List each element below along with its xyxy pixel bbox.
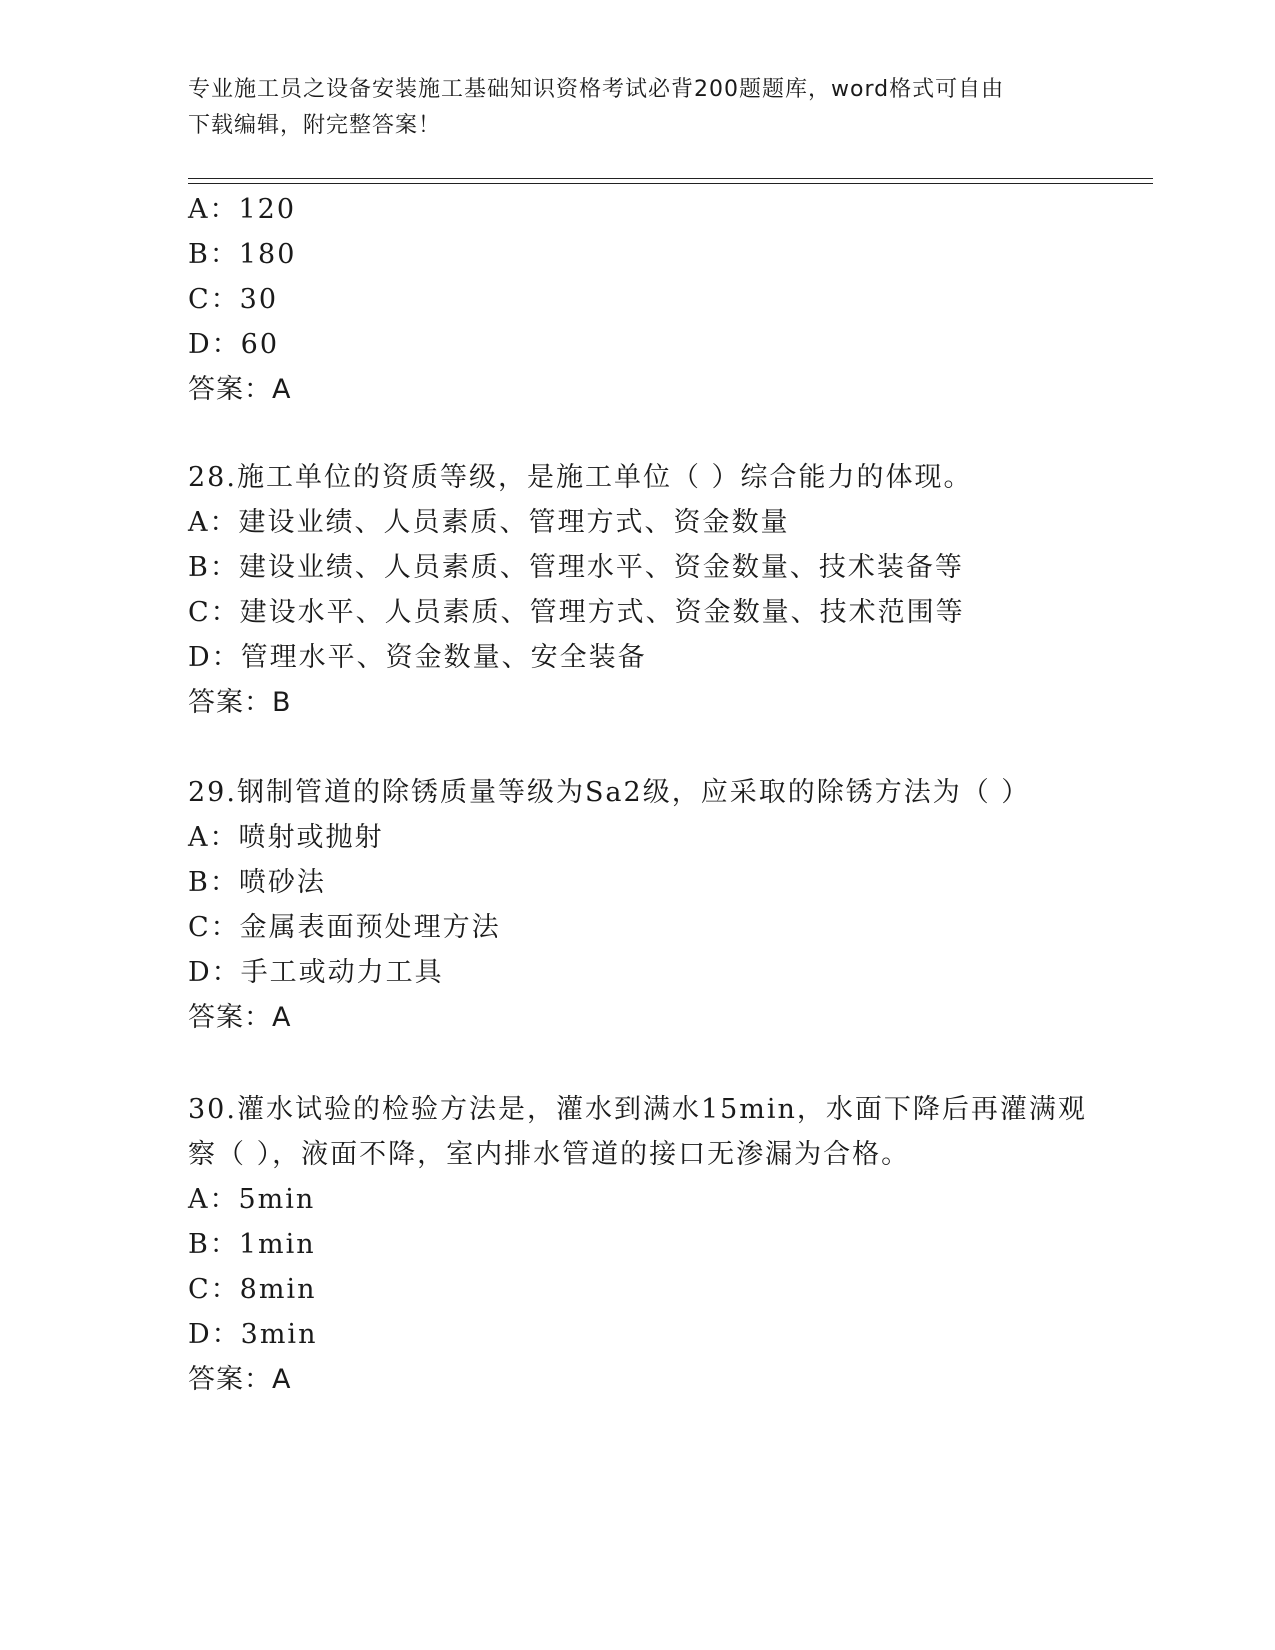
q28-answer: 答案：B bbox=[188, 687, 292, 718]
q27-answer: 答案：A bbox=[188, 374, 292, 405]
q27-option-d: D：60 bbox=[188, 329, 280, 360]
header-line-1: 专业施工员之设备安装施工基础知识资格考试必背200题题库，word格式可自由 bbox=[188, 77, 1005, 102]
q30-answer: 答案：A bbox=[188, 1364, 292, 1395]
q28-stem: 28.施工单位的资质等级，是施工单位（ ）综合能力的体现。 bbox=[188, 462, 973, 493]
q27-option-a: A：120 bbox=[188, 194, 297, 225]
q29-option-c: C：金属表面预处理方法 bbox=[188, 912, 501, 943]
header-line-2: 下载编辑，附完整答案！ bbox=[188, 113, 442, 138]
header-divider-bottom bbox=[188, 183, 1153, 184]
q29-option-a: A：喷射或抛射 bbox=[188, 822, 384, 853]
q29-answer: 答案：A bbox=[188, 1002, 292, 1033]
q29-option-d: D：手工或动力工具 bbox=[188, 957, 444, 988]
q28-option-b: B：建设业绩、人员素质、管理水平、资金数量、技术装备等 bbox=[188, 552, 964, 583]
q30-stem-line-2: 察（ ），液面不降，室内排水管道的接口无渗漏为合格。 bbox=[188, 1139, 911, 1170]
q28-option-d: D：管理水平、资金数量、安全装备 bbox=[188, 642, 647, 673]
q30-option-c: C：8min bbox=[188, 1274, 317, 1305]
q30-option-d: D：3min bbox=[188, 1319, 318, 1350]
header-divider-top bbox=[188, 178, 1153, 179]
q30-option-a: A：5min bbox=[188, 1184, 316, 1215]
q30-option-b: B：1min bbox=[188, 1229, 316, 1260]
q27-option-c: C：30 bbox=[188, 284, 279, 315]
q28-option-c: C：建设水平、人员素质、管理方式、资金数量、技术范围等 bbox=[188, 597, 965, 628]
q27-option-b: B：180 bbox=[188, 239, 297, 270]
document-header bbox=[188, 72, 1088, 144]
q28-option-a: A：建设业绩、人员素质、管理方式、资金数量 bbox=[188, 507, 790, 538]
q30-stem-line-1: 30.灌水试验的检验方法是，灌水到满水15min，水面下降后再灌满观 bbox=[188, 1094, 1087, 1125]
q29-stem: 29.钢制管道的除锈质量等级为Sa2级，应采取的除锈方法为（ ） bbox=[188, 777, 1031, 808]
q29-option-b: B：喷砂法 bbox=[188, 867, 326, 898]
